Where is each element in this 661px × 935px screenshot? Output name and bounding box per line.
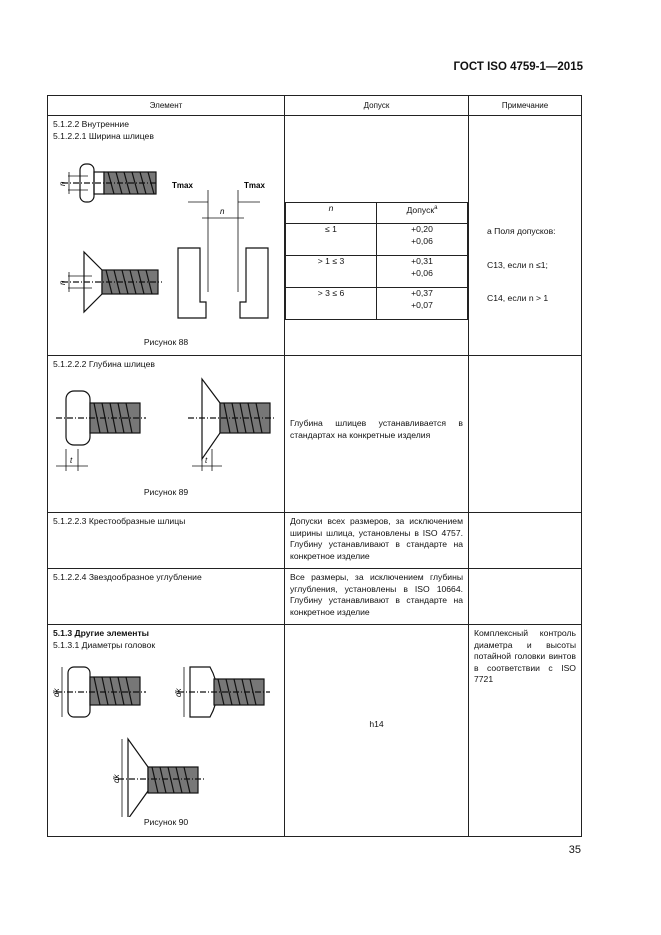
note-text: Комплексный контроль диаметра и высоты потайной головки винтов в соответствии с ISO 7721 <box>474 628 576 684</box>
note-cell <box>469 569 582 625</box>
col-header-tolerance: Допуск <box>285 96 469 116</box>
element-cell <box>48 116 285 356</box>
tolerance-cell <box>285 513 469 569</box>
note-footnote: a Поля допусков: <box>487 226 556 236</box>
subsection-heading: 5.1.2.2.1 Ширина шлицев <box>53 130 154 141</box>
label-n: n <box>58 181 67 186</box>
note-cell <box>469 625 582 837</box>
element-cell <box>48 625 285 837</box>
note-cell <box>469 513 582 569</box>
col-header-element: Элемент <box>48 96 285 116</box>
element-cell <box>48 569 285 625</box>
note-c14: C14, если n > 1 <box>487 293 549 303</box>
label-dk-3: dk <box>112 774 121 783</box>
subtable-row: > 1 ≤ 3 +0,31 +0,06 <box>286 256 468 288</box>
label-dk-2: dk <box>174 688 183 697</box>
figure-90-drawing <box>48 651 284 817</box>
subsection-heading: 5.1.2.2.4 Звездообразное углубление <box>53 572 202 582</box>
label-n-slot: n <box>220 207 225 216</box>
table-row <box>48 569 582 625</box>
tolerance-text: Допуски всех размеров, за исключением ширины шлица, установлены в ISO 4757. Глубину устанавливают в стандарте на конкретное изделие <box>290 516 463 561</box>
tolerance-text: h14 <box>369 719 384 729</box>
figure-caption: Рисунок 89 <box>143 486 189 497</box>
table-row <box>48 513 582 569</box>
note-cell <box>469 356 582 513</box>
label-t: t <box>70 455 73 465</box>
subsection-heading: 5.1.2.2.3 Крестообразные шлицы <box>53 516 186 526</box>
section-heading: 5.1.2.2 Внутренние <box>53 119 130 129</box>
tolerance-cell <box>285 569 469 625</box>
subtable-row: > 3 ≤ 6 +0,37 +0,07 <box>286 288 468 320</box>
figure-89-drawing <box>48 371 284 487</box>
subtable-header-n: n <box>286 203 377 224</box>
subsection-heading: 5.1.3.1 Диаметры головок <box>53 639 156 650</box>
tolerance-text: Глубина шлицев устанавливается в стандартах на конкретные изделия <box>290 418 463 440</box>
label-tmax-right: Tmax <box>244 181 265 190</box>
table-header-row <box>48 96 582 116</box>
element-cell <box>48 356 285 513</box>
tolerance-text: Все размеры, за исключением глубины углубления, установлены в ISO 10664. Глубину устанавливают в стандарте на конкретное изделие <box>290 572 463 617</box>
document-standard-header: ГОСТ ISO 4759-1—2015 <box>453 61 583 73</box>
subtable-header-tolerance: Допуск$^a$ <box>377 203 468 224</box>
col-header-note: Примечание <box>469 96 582 116</box>
requirements-table <box>47 95 582 837</box>
table-row <box>48 116 582 356</box>
table-row <box>48 356 582 513</box>
element-cell <box>48 513 285 569</box>
label-tmax-left: Tmax <box>172 181 193 190</box>
subsection-heading: 5.1.2.2.2 Глубина шлицев <box>53 359 155 369</box>
section-heading: 5.1.3 Другие элементы <box>53 628 149 638</box>
figure-caption: Рисунок 88 <box>143 337 189 347</box>
figure-88-drawing <box>48 142 284 337</box>
figure-caption: Рисунок 90 <box>143 817 189 827</box>
note-c13: C13, если n ≤1; <box>487 259 548 270</box>
tolerance-subtable <box>285 202 468 320</box>
subtable-row: ≤ 1 +0,20 +0,06 <box>286 224 468 256</box>
table-row <box>48 625 582 837</box>
tolerance-cell <box>285 625 469 837</box>
tolerance-cell <box>285 356 469 513</box>
note-cell <box>469 116 582 356</box>
label-n-2: n <box>58 280 67 285</box>
page-number: 35 <box>568 844 581 856</box>
tolerance-cell <box>285 116 469 356</box>
label-t-2: t <box>205 455 208 465</box>
label-dk: dk <box>52 688 61 697</box>
